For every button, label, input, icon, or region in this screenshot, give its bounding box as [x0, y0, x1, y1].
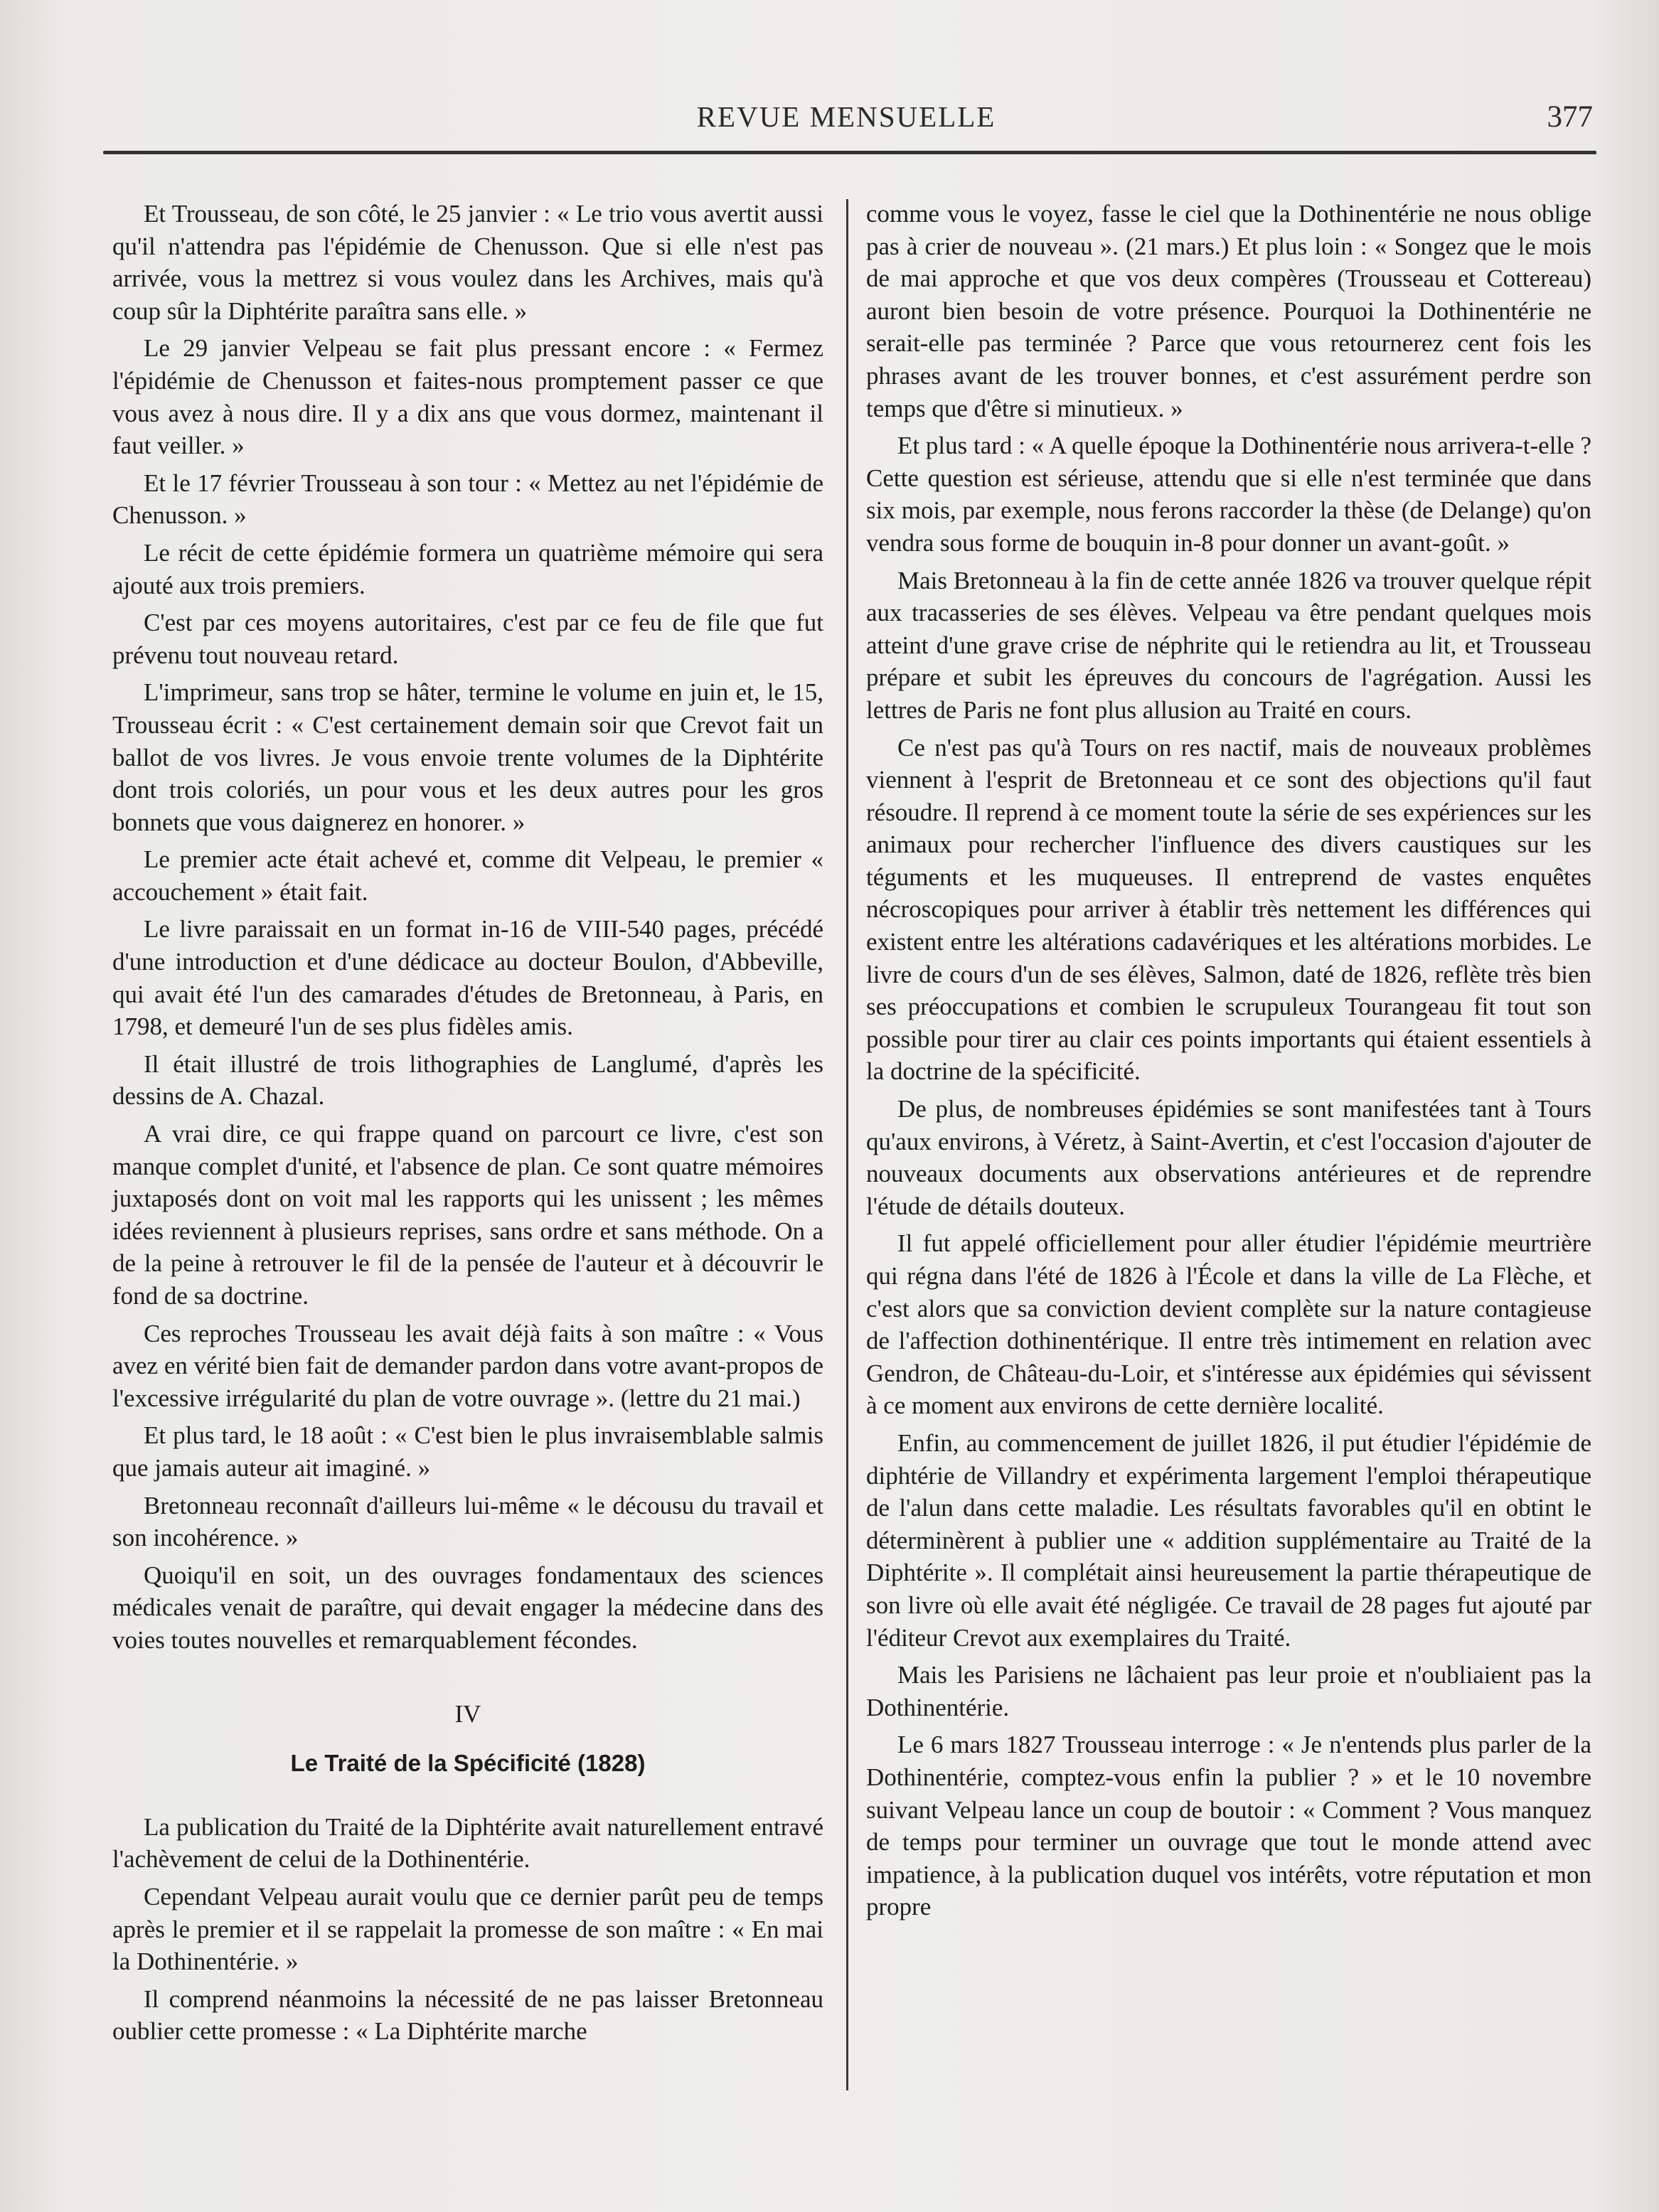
paragraph: Bretonneau reconnaît d'ailleurs lui-même « le décousu du travail et son incohérence. » — [112, 1491, 823, 1552]
paragraph: L'imprimeur, sans trop se hâter, termine le volume en juin et, le 15, Trousseau écrit : « C'est certainement demain soir que Crevot fait un ballot de vos livres. Je vous envoie trente volumes de la Diphtérite dont trois coloriés, un pour vous et les deux autres pour les gros bonnets que vous daignerez en honorer. » — [112, 678, 823, 836]
left-column — [112, 198, 823, 2053]
page-header — [100, 100, 1593, 142]
paragraph: Cependant Velpeau aurait voulu que ce dernier parût peu de temps après le premier et il se rappelait la promesse de son maître : « En mai la Dothinentérie. » — [112, 1882, 823, 1976]
paragraph: Mais Bretonneau à la fin de cette année 1826 va trouver quelque répit aux tracasseries de ses élèves. Velpeau va être pendant quelques mois atteint d'une grave crise de néphrite qui le retiendra au lit, et Trousseau prépare et subit les épreuves du concours de l'agrégation. Aussi les lettres de Paris ne font plus allusion au Traité en cours. — [866, 566, 1591, 724]
paragraph: Le 29 janvier Velpeau se fait plus pressant encore : « Fermez l'épidémie de Chenusson et faites-nous promptement passer ce que vous avez à nous dire. Il y a dix ans que vous dormez, maintenant il faut veiller. » — [112, 334, 823, 460]
paragraph: Il fut appelé officiellement pour aller étudier l'épidémie meurtrière qui régna dans l'été de 1826 à l'École et dans la ville de La Flèche, et c'est alors que sa conviction devient complète sur la nature contagieuse de l'affection dothinentérique. Il entre très intimement en relation avec Gendron, de Château-du-Loir, et s'intéresse aux épidémies qui sévissent à ce moment aux environs de cette dernière localité. — [866, 1229, 1591, 1420]
paragraph: Ce n'est pas qu'à Tours on res nactif, mais de nouveaux problèmes viennent à l'esprit de Bretonneau et ce sont des objections qu'il faut résoudre. Il reprend à ce moment toute la série de ses expériences sur les animaux pour rechercher l'influence des divers caustiques sur les téguments et les muqueuses. Il entreprend de vastes enquêtes nécroscopiques pour arriver à établir très nettement les différences qui existent entre les altérations cadavériques et les altérations morbides. Le livre de cours d'un de ses élèves, Salmon, daté de 1826, reflète très bien ses préoccupations et combien le scrupuleux Tourangeau fit tout son possible pour tirer au clair ces points importants qui étaient essentiels à la doctrine de la spécificité. — [866, 733, 1591, 1086]
page-number: 377 — [1547, 100, 1593, 134]
paragraph: Enfin, au commencement de juillet 1826, il put étudier l'épidémie de diphtérie de Villandry et expérimenta largement l'emploi thérapeutique de l'alun dans cette maladie. Les résultats favorables qu'il en obtint le déterminèrent à publier une « addition supplémentaire au Traité de la Diphtérite ». Il complétait ainsi heureusement la partie thérapeutique de son livre où elle avait été négligée. Ce travail de 28 pages fut ajouté par l'éditeur Crevot aux exemplaires du Traité. — [866, 1428, 1591, 1652]
paragraph: Et Trousseau, de son côté, le 25 janvier : « Le trio vous avertit aussi qu'il n'attendra pas l'épidémie de Chenusson. Que si elle n'est pas arrivée, vous la mettrez si vous voulez dans les Archives, mais qu'à coup sûr la Diphtérite paraîtra sans elle. » — [112, 200, 823, 325]
paragraph: Et le 17 février Trousseau à son tour : « Mettez au net l'épidémie de Chenusson. » — [112, 469, 823, 530]
section-title: Le Traité de la Spécificité (1828) — [290, 1750, 646, 1777]
paragraph: C'est par ces moyens autoritaires, c'est par ce feu de file que fut prévenu tout nouveau retard. — [112, 609, 823, 669]
paragraph: Le récit de cette épidémie formera un quatrième mémoire qui sera ajouté aux trois premiers. — [112, 538, 823, 599]
column-divider — [846, 199, 848, 2090]
running-title: REVUE MENSUELLE — [696, 100, 996, 133]
paragraph: A vrai dire, ce qui frappe quand on parcourt ce livre, c'est son manque complet d'unité, et l'absence de plan. Ce sont quatre mémoires juxtaposés dont on voit mal les rapports qui les unissent ; les mêmes idées reviennent à plusieurs reprises, sans ordre et sans méthode. On a de la peine à retrouver le fil de la pensée de l'auteur et à découvrir le fond de sa doctrine. — [112, 1120, 823, 1310]
paragraph: Mais les Parisiens ne lâchaient pas leur proie et n'oubliaient pas la Dothinentérie. — [866, 1661, 1591, 1721]
paragraph: Et plus tard : « A quelle époque la Dothinentérie nous arrivera-t-elle ? Cette question est sérieuse, attendu que si elle n'est terminée que dans six mois, par exemple, nous ferons raccorder la thèse (de Delange) qu'on vendra sous forme de bouquin in-8 pour donner un avant-goût. » — [866, 432, 1591, 557]
paragraph: Ces reproches Trousseau les avait déjà faits à son maître : « Vous avez en vérité bien fait de demander pardon dans votre avant-propos de l'excessive irrégularité du plan de votre ouvrage ». (lettre du 21 mai.) — [112, 1319, 823, 1412]
paragraph: comme vous le voyez, fasse le ciel que la Dothinentérie ne nous oblige pas à crier de nouveau ». (21 mars.) Et plus loin : « Songez que le mois de mai approche et que vos deux compères (Trousseau et Cottereau) auront bien besoin de votre présence. Pourquoi la Dothinentérie ne serait-elle pas terminée ? Parce que vous retournerez cent fois les phrases avant de les trouver bonnes, et c'est assurément perdre son temps que d'être si minutieux. » — [866, 200, 1591, 422]
paragraph: Le 6 mars 1827 Trousseau interroge : « Je n'entends plus parler de la Dothinentérie, comptez-vous enfin la publier ? » et le 10 novembre suivant Velpeau lance un coup de boutoir : « Comment ? Vous manquez de temps pour terminer un ouvrage que tout le monde attend avec impatience, à la publication duquel vos intérêts, votre réputation et mon propre — [866, 1731, 1591, 1921]
paragraph: Quoiqu'il en soit, un des ouvrages fondamentaux des sciences médicales venait de paraître, qui devait engager la médecine dans des voies toutes nouvelles et remarquablement fécondes. — [112, 1561, 823, 1654]
paragraph: La publication du Traité de la Diphtérite avait naturellement entravé l'achèvement de celui de la Dothinentérie. — [112, 1812, 823, 1874]
paragraph: Le premier acte était achevé et, comme dit Velpeau, le premier « accouchement » était fait. — [112, 845, 823, 906]
paragraph: Et plus tard, le 18 août : « C'est bien le plus invraisemblable salmis que jamais auteur ait imaginé. » — [112, 1421, 823, 1482]
paragraph: Il était illustré de trois lithographies de Langlumé, d'après les dessins de A. Chazal. — [112, 1049, 823, 1111]
right-column — [866, 198, 1591, 1928]
header-rule — [103, 151, 1596, 154]
paragraph: Il comprend néanmoins la nécessité de ne pas laisser Bretonneau oublier cette promesse : « La Diphtérite marche — [112, 1984, 823, 2046]
section-number: IV — [454, 1699, 481, 1728]
paragraph: Le livre paraissait en un format in-16 de VIII-540 pages, précédé d'une introduction et d'une dédicace au docteur Boulon, d'Abbeville, qui avait été l'un des camarades d'études de Bretonneau, à Paris, en 1798, et demeuré l'un de ses plus fidèles amis. — [112, 915, 823, 1041]
paragraph: De plus, de nombreuses épidémies se sont manifestées tant à Tours qu'aux environs, à Véretz, à Saint-Avertin, et c'est l'occasion d'ajouter de nouveaux documents aux observations antérieures et de reprendre l'étude de détails douteux. — [866, 1095, 1591, 1220]
